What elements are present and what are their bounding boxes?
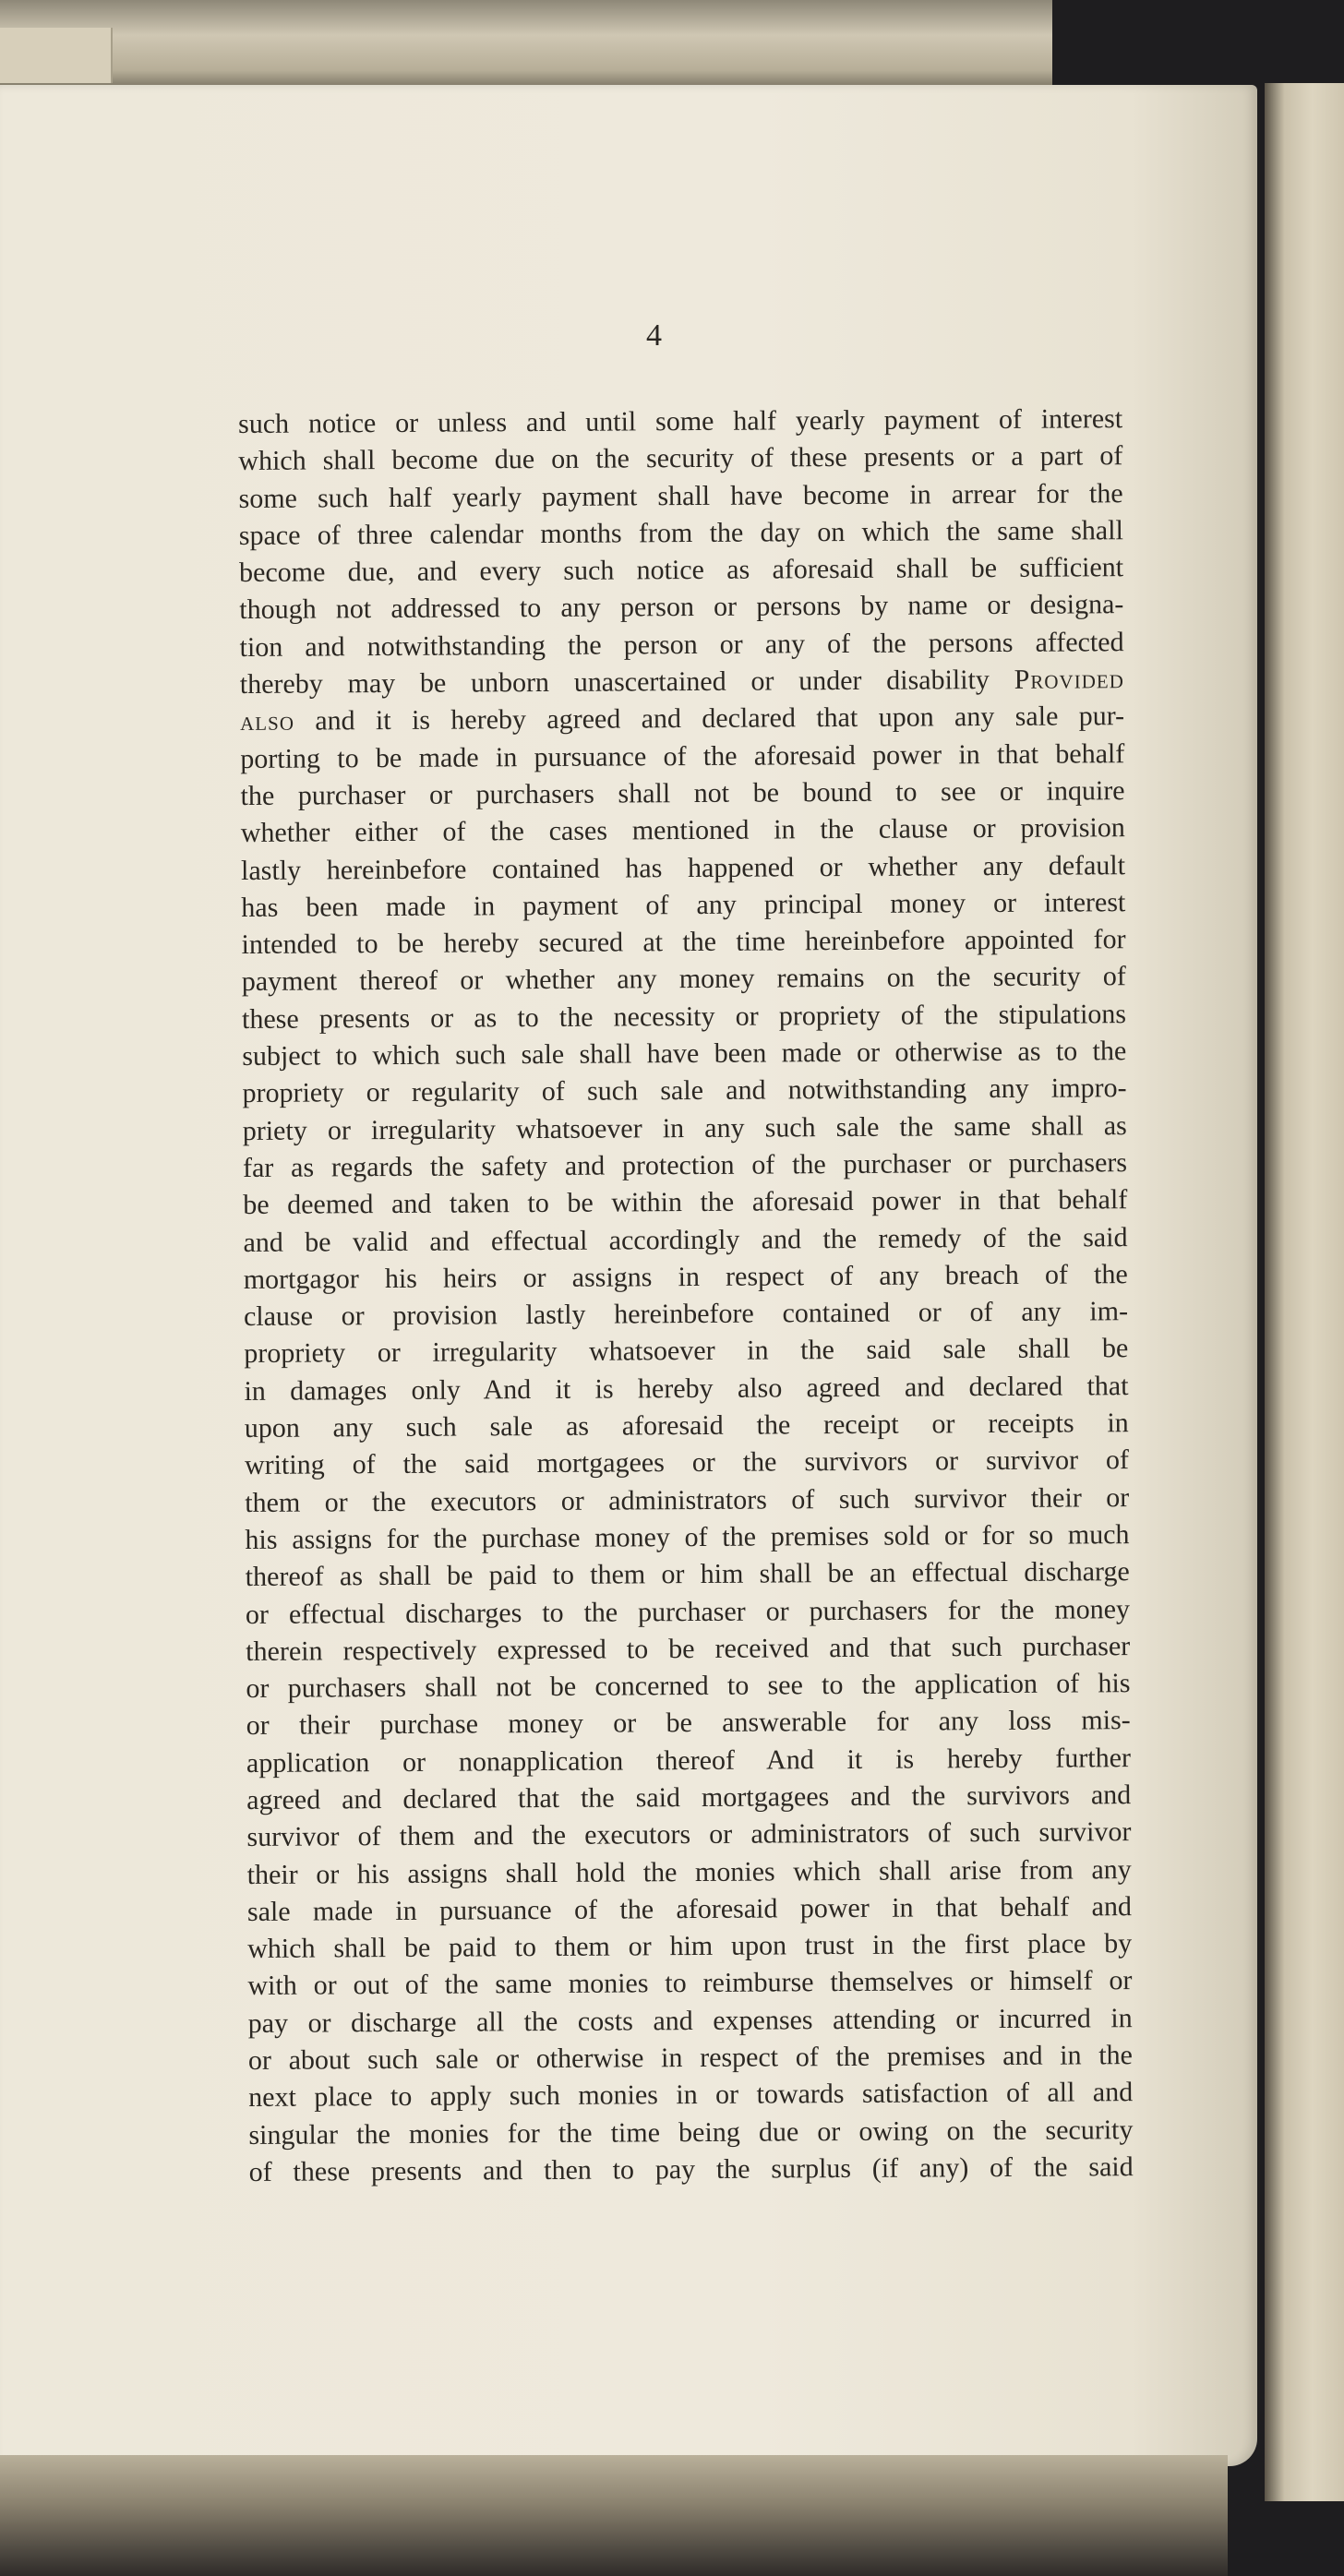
text-line	[240, 661, 1124, 703]
text-line: lastly hereinbefore contained has happened or whether any default	[240, 849, 1126, 886]
text-line: or effectual discharges to the purchaser or purchasers for the money	[245, 1593, 1131, 1630]
text-line: whether either of the cases mentioned in the clause or provision	[240, 812, 1125, 849]
text-line: or about such sale or otherwise in respect of the premises and in the	[247, 2040, 1134, 2077]
small-caps-word: Provided	[1014, 664, 1124, 695]
text-line: next place to apply such monies in or towards satisfaction of all and	[248, 2077, 1134, 2114]
body-text	[238, 401, 1134, 2191]
text-line: them or the executors or administrators of such survivor their or	[245, 1481, 1130, 1518]
text-line: in damages only And it is hereby also agreed and declared that	[244, 1370, 1129, 1407]
text-line: of these presents and then to pay the surplus (if any) of the said	[248, 2151, 1134, 2187]
text-line: and be valid and effectual accordingly and the remedy of the said	[243, 1221, 1128, 1258]
text-line: which shall be paid to them or him upon trust in the first place by	[247, 1928, 1133, 1965]
small-caps-word: also	[239, 706, 295, 737]
text-line: porting to be made in pursuance of the aforesaid power in that behalf	[240, 737, 1125, 774]
text-line: which shall become due on the security of these presents or a part of	[238, 440, 1123, 477]
scan-bottom-edge	[0, 2455, 1228, 2576]
text-line: such notice or unless and until some half yearly payment of interest	[238, 403, 1123, 439]
text-line: subject to which such sale shall have been made or otherwise as to the	[242, 1036, 1127, 1072]
text-line: agreed and declared that the said mortgagees and the survivors and	[246, 1779, 1132, 1815]
text-line: therein respectively expressed to be received and that such purchaser	[246, 1630, 1131, 1667]
text-line: singular the monies for the time being due or owing on the security	[248, 2114, 1134, 2151]
text-line: has been made in payment of any principal money or interest	[241, 886, 1126, 923]
text-line: tion and notwithstanding the person or any of the persons affected	[239, 626, 1124, 663]
text-line: or their purchase money or be answerable for any loss mis-	[246, 1705, 1131, 1742]
text-segment: and it is hereby agreed and declared that upon any sale pur-	[294, 701, 1125, 737]
text-line: his assigns for the purchase money of the premises sold or for so much	[245, 1519, 1130, 1555]
text-line: priety or irregularity whatsoever in any such sale the same shall as	[242, 1109, 1127, 1146]
text-line: clause or provision lastly hereinbefore contained or of any im-	[243, 1296, 1129, 1333]
text-line: space of three calendar months from the day on which the same shall	[238, 515, 1123, 551]
text-line: mortgagor his heirs or assigns in respect of any breach of the	[243, 1258, 1128, 1295]
text-line: or purchasers shall not be concerned to see to the application of his	[246, 1668, 1131, 1705]
text-line: become due, and every such notice as aforesaid shall be sufficient	[239, 552, 1124, 589]
text-line: upon any such sale as aforesaid the receipt or receipts in	[244, 1408, 1129, 1444]
text-line: far as regards the safety and protection of the purchaser or purchasers	[242, 1147, 1128, 1183]
text-line: propriety or irregularity whatsoever in the said sale shall be	[244, 1333, 1129, 1370]
text-line: thereof as shall be paid to them or him shall be an effectual discharge	[245, 1556, 1130, 1593]
text-line: the purchaser or purchasers shall not be bound to see or inquire	[240, 775, 1125, 811]
text-line: these presents or as to the necessity or propriety of the stipulations	[241, 998, 1127, 1035]
text-line: payment thereof or whether any money remains on the security of	[241, 961, 1126, 998]
text-line: writing of the said mortgagees or the survivors or survivor of	[244, 1444, 1130, 1481]
page-number: 4	[646, 318, 662, 353]
text-line: some such half yearly payment shall have become in arrear for the	[238, 477, 1123, 514]
text-line	[240, 699, 1124, 741]
text-line: propriety or regularity of such sale and notwithstanding any impro-	[242, 1072, 1127, 1109]
text-line: be deemed and taken to be within the aforesaid power in that behalf	[243, 1184, 1128, 1221]
scan-top-edge-fold	[0, 28, 113, 83]
scan-top-edge	[0, 0, 1052, 88]
text-line: pay or discharge all the costs and expenses attending or incurred in	[247, 2002, 1133, 2039]
adjacent-page-edge	[1265, 83, 1344, 2501]
text-line: intended to be hereby secured at the time hereinbefore appointed for	[241, 924, 1126, 961]
text-line: sale made in pursuance of the aforesaid power in that behalf and	[246, 1890, 1133, 1927]
text-line: though not addressed to any person or persons by name or designa-	[239, 589, 1124, 626]
text-line: survivor of them and the executors or administrators of such survivor	[246, 1816, 1132, 1853]
text-segment: thereby may be unborn unascertained or under disability	[239, 664, 1014, 701]
text-line: their or his assigns shall hold the monies which shall arise from any	[246, 1853, 1132, 1890]
text-line: application or nonapplication thereof And it is hereby further	[246, 1742, 1132, 1779]
text-line: with or out of the same monies to reimburse themselves or himself or	[247, 1965, 1133, 2002]
